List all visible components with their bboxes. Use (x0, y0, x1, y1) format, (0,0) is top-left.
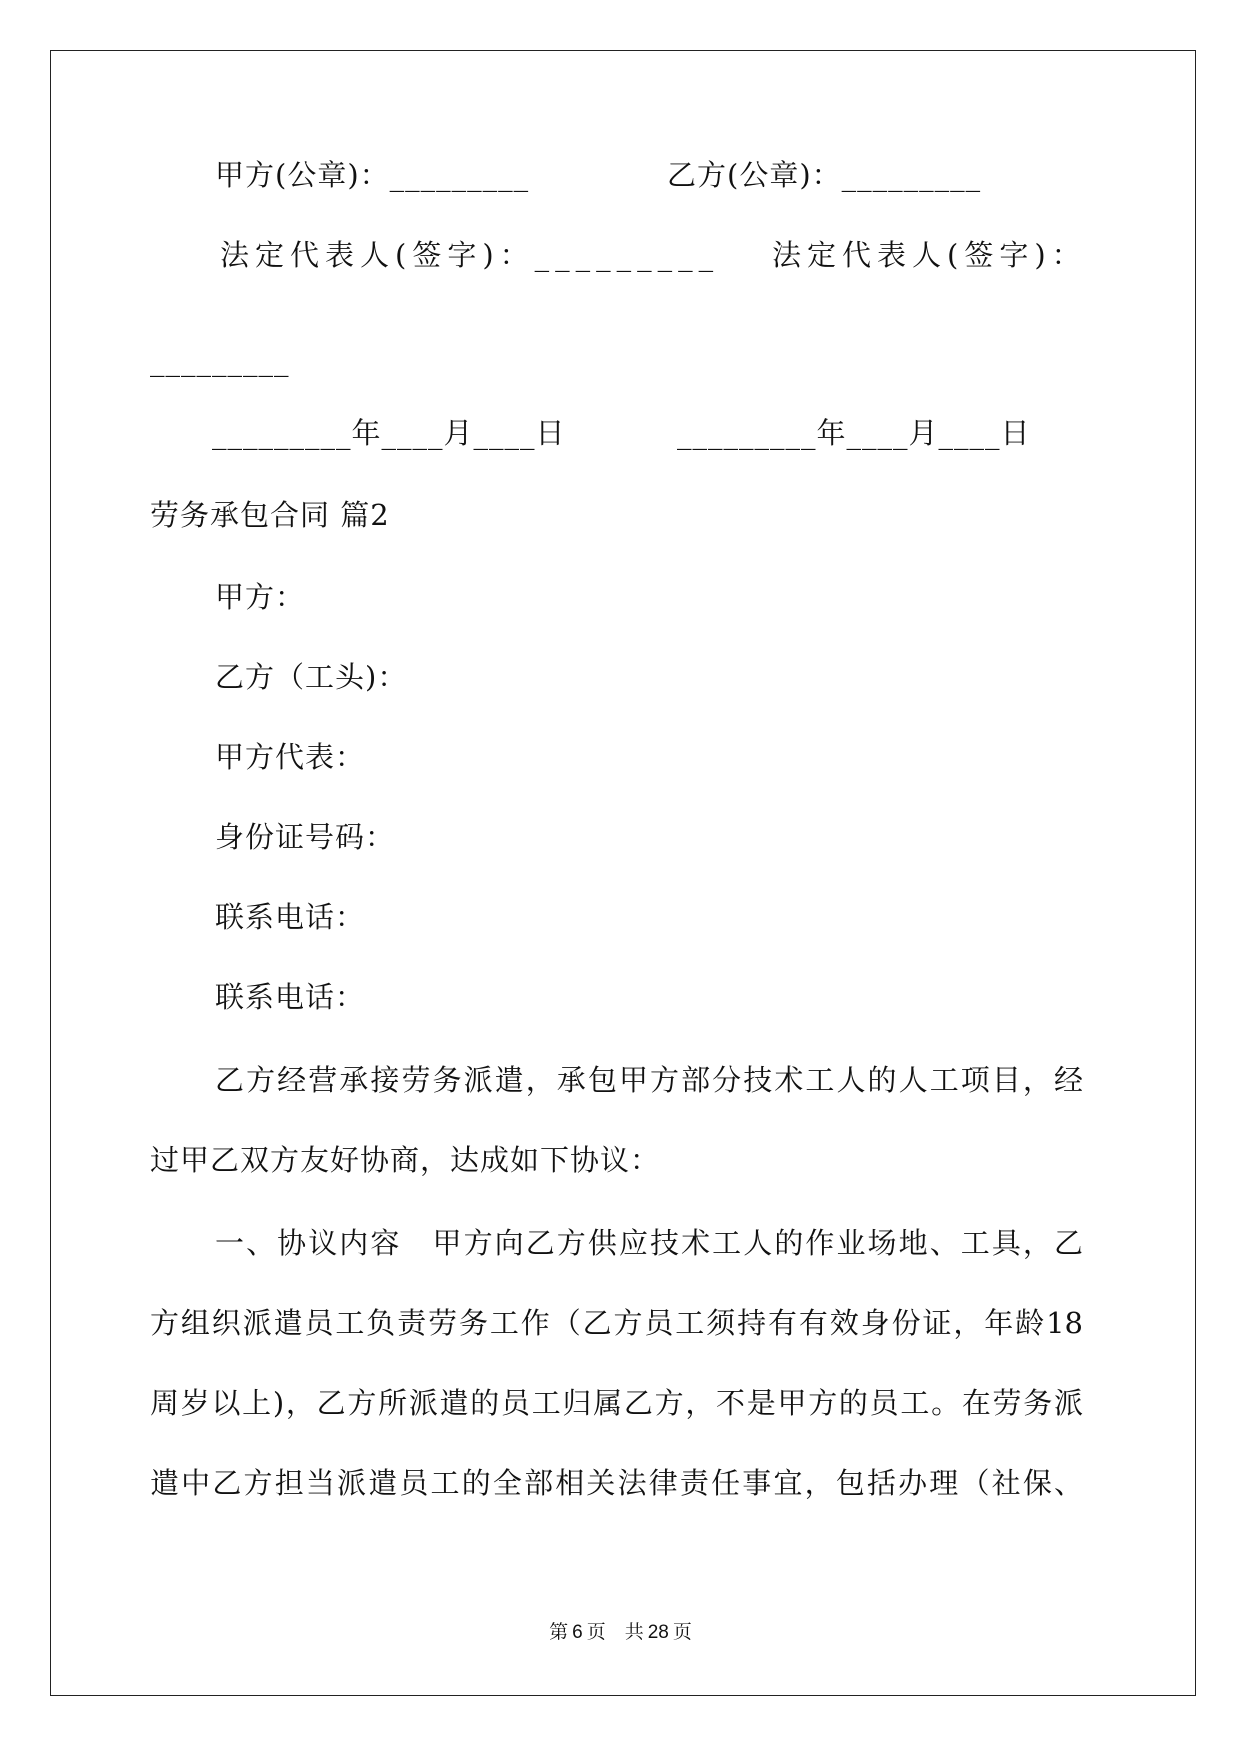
rep-b-line: 法定代表人(签字)： (772, 238, 1087, 272)
field-phone-1: 联系电话： (215, 900, 366, 934)
body-p2-line4: 遣中乙方担当派遣员工的全部相关法律责任事宜，包括办理（社保、 (150, 1466, 1083, 1500)
footer-prefix: 第 (549, 1621, 569, 1643)
footer-total-pages: 28 (647, 1622, 669, 1643)
section-title: 劳务承包合同 篇2 (150, 498, 390, 532)
footer-mid: 页 共 (586, 1621, 644, 1643)
body-p2-line3: 周岁以上)，乙方所派遣的员工归属乙方，不是甲方的员工。在劳务派 (150, 1386, 1083, 1420)
field-phone-2: 联系电话： (215, 980, 366, 1014)
field-party-a: 甲方： (215, 580, 306, 614)
field-party-b: 乙方（工头)： (215, 660, 408, 694)
field-party-a-rep: 甲方代表： (215, 740, 366, 774)
rep-a-line: 法定代表人(签字)：_________ (220, 238, 720, 272)
party-a-seal-line: 甲方(公章)：_________ (215, 158, 530, 192)
page-footer (0, 1620, 1241, 1645)
rep-b-blank: _________ (150, 343, 290, 377)
body-p2-line1: 一、协议内容 甲方向乙方供应技术工人的作业场地、工具，乙 (215, 1226, 1083, 1260)
date-b-line: _________年____月____日 (677, 416, 1031, 450)
field-id-number: 身份证号码： (215, 820, 396, 854)
date-a-line: _________年____月____日 (212, 416, 566, 450)
body-p1-line2: 过甲乙双方友好协商，达成如下协议： (150, 1143, 661, 1177)
page-border (50, 50, 1196, 1696)
footer-suffix: 页 (672, 1621, 692, 1643)
body-p2-line2: 方组织派遣员工负责劳务工作（乙方员工须持有有效身份证，年龄18 (150, 1306, 1083, 1340)
footer-current-page: 6 (572, 1622, 583, 1643)
body-p1-line1: 乙方经营承接劳务派遣，承包甲方部分技术工人的人工项目，经 (215, 1063, 1083, 1097)
party-b-seal-line: 乙方(公章)：_________ (667, 158, 982, 192)
